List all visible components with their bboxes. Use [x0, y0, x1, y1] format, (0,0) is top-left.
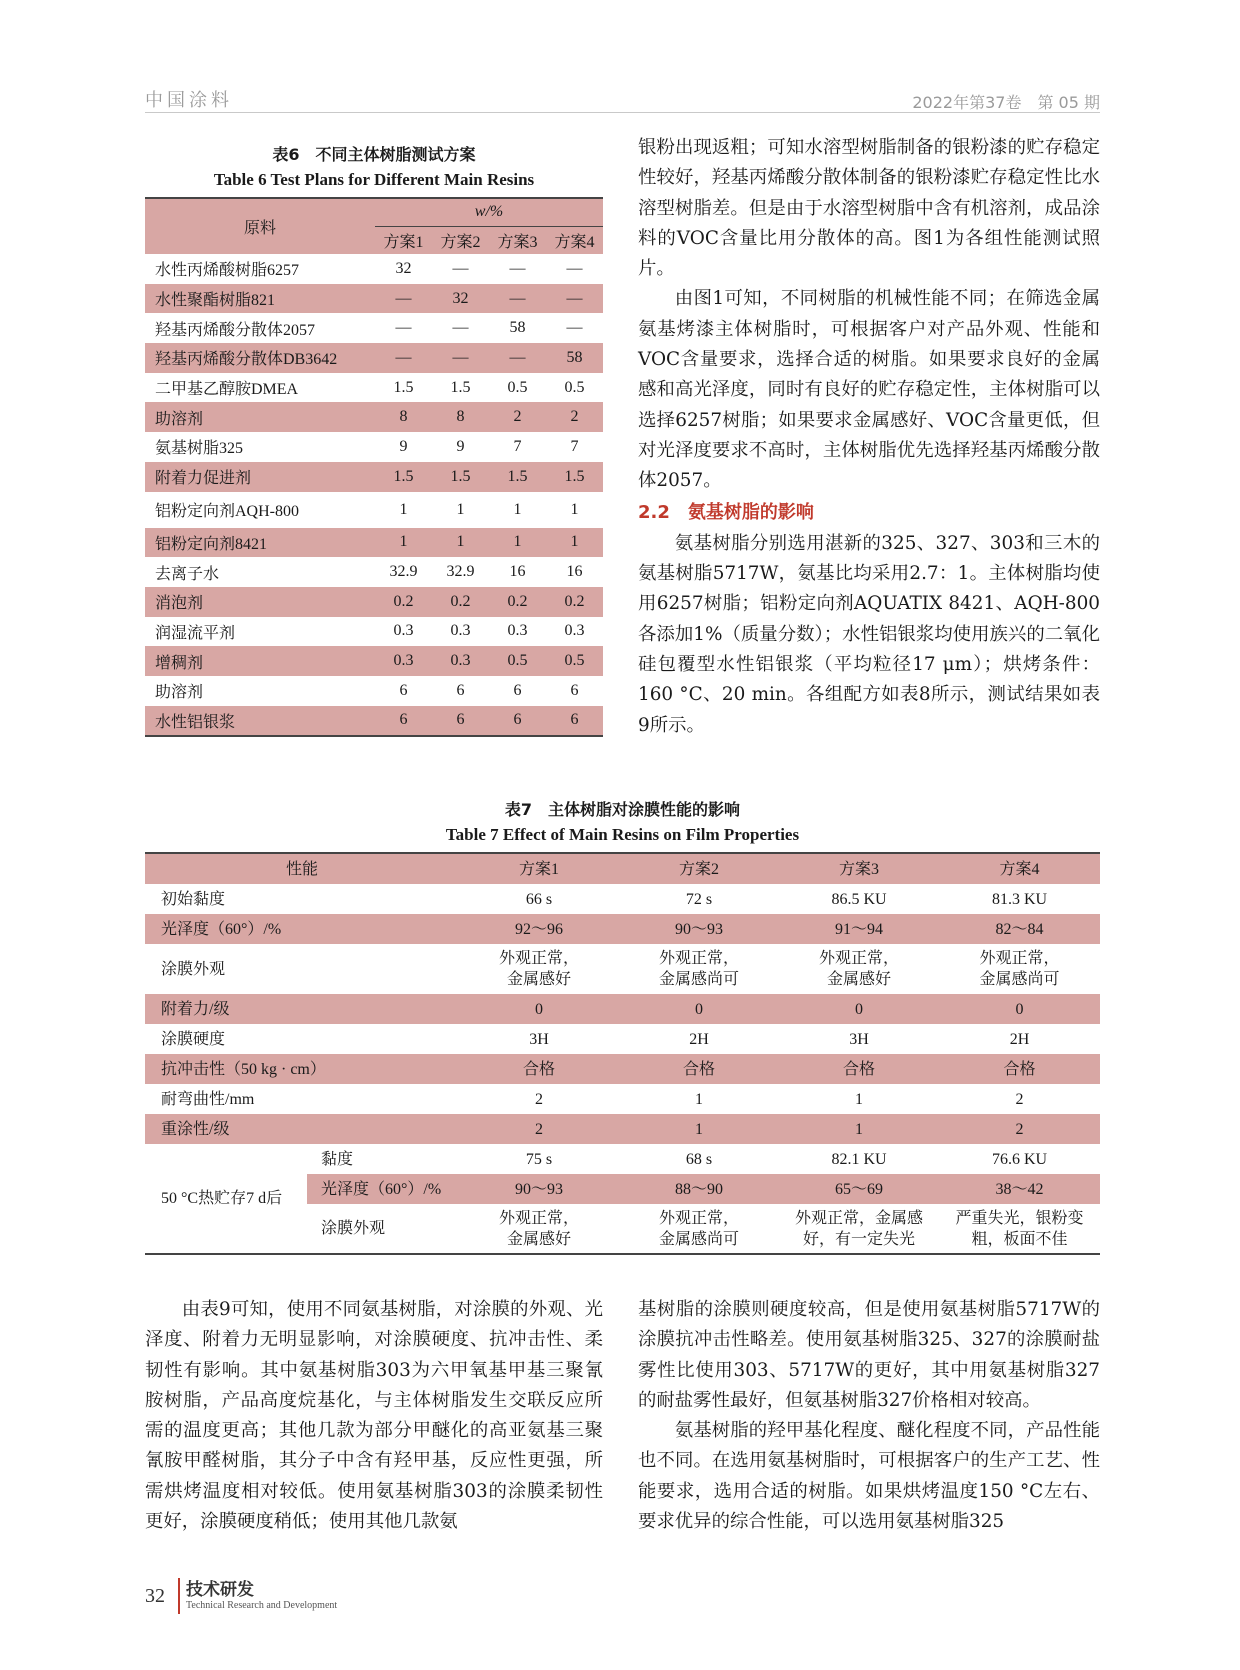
material-name: 助溶剂: [145, 402, 375, 432]
table-cell: 1: [570, 500, 579, 518]
property-name: 重涂性/级: [145, 1114, 459, 1144]
table-cell: 合格: [779, 1054, 939, 1084]
paragraph: 由图1可知，不同树脂的机械性能不同；在筛选金属氨基烤漆主体树脂时，可根据客户对产品外观、性能和VOC含量要求，选择合适的树脂。如果要求良好的金属感和高光泽度，同时有良好的贮存稳定性，主体树脂可以选择6257树脂；如果要求金属感好、VOC含量更低，但对光泽度要求不高时，主体树脂优先选择羟基丙烯酸分散体2057。: [638, 288, 1100, 492]
table-row: [145, 402, 603, 432]
table-row: [145, 944, 1100, 994]
table-row: [145, 914, 1100, 944]
table-cell: 68 s: [685, 1150, 713, 1168]
table-cell: 1: [855, 1090, 863, 1108]
table-cell: 1: [695, 1090, 703, 1108]
material-name: 羟基丙烯酸分散体DB3642: [145, 343, 375, 373]
table-cell: 0: [459, 994, 619, 1024]
table-row: [145, 1144, 1100, 1174]
table-cell: 1: [489, 528, 546, 558]
material-name: 增稠剂: [145, 646, 375, 676]
footer-divider: [178, 1578, 180, 1614]
table-cell: 6: [570, 681, 579, 699]
journal-name: 中国涂料: [145, 90, 233, 111]
material-name: 助溶剂: [155, 684, 204, 702]
table-cell: 82～84: [939, 914, 1100, 944]
table-cell: —: [452, 259, 469, 277]
table-cell: 外观正常， 金属感尚可: [658, 1209, 739, 1248]
property-name: 光泽度（60°）/%: [307, 1174, 459, 1204]
table-cell: —: [375, 284, 432, 314]
table-row: [145, 528, 603, 558]
table-row: [145, 254, 603, 284]
table7-header-property: 性能: [145, 853, 459, 884]
property-name: 涂膜硬度: [161, 1030, 226, 1048]
table-cell: 82.1 KU: [831, 1150, 887, 1168]
footer-section-en: Technical Research and Development: [186, 1600, 338, 1611]
table-cell: 0.3: [450, 622, 471, 640]
table-cell: —: [566, 259, 583, 277]
table-row: [145, 313, 603, 343]
table-cell: 合格: [619, 1054, 779, 1084]
table-cell: 3H: [849, 1030, 869, 1048]
paragraph: 银粉出现返粗；可知水溶型树脂制备的银粉漆的贮存稳定性较好，羟基丙烯酸分散体制备的银粉漆贮存稳定性比水溶型树脂差。但是由于水溶型树脂中含有机溶剂，成品涂料的VOC含量比用分散体的高。图1为各组性能测试照片。: [638, 137, 1100, 280]
table-cell: 32: [395, 259, 412, 277]
table6-header-plan: 方案4: [546, 226, 603, 254]
table7-header-plan: 方案4: [939, 853, 1100, 884]
table-cell: 38～42: [939, 1174, 1100, 1204]
section-heading: [638, 498, 1100, 528]
table-cell: 1.5: [375, 462, 432, 492]
table-cell: 0.5: [489, 646, 546, 676]
table-cell: 6: [513, 681, 522, 699]
table-cell: —: [489, 284, 546, 314]
table6-header-plan: 方案2: [432, 226, 489, 254]
table-cell: 91～94: [779, 914, 939, 944]
table-cell: 7: [570, 437, 579, 455]
table-cell: 0.3: [564, 622, 585, 640]
property-name: 光泽度（60°）/%: [145, 914, 459, 944]
table-row: [145, 646, 603, 676]
table-cell: 外观正常，金属感 好，有一定失光: [794, 1209, 923, 1248]
table-cell: 1: [619, 1114, 779, 1144]
table-cell: —: [489, 343, 546, 373]
table-cell: 0.3: [393, 622, 414, 640]
table-cell: 65～69: [779, 1174, 939, 1204]
table-row: [145, 492, 603, 528]
table6-block: [145, 142, 603, 737]
table-cell: 0.2: [432, 587, 489, 617]
table-cell: 81.3 KU: [991, 890, 1048, 908]
paragraph: 基树脂的涂膜则硬度较高，但是使用氨基树脂5717W的涂膜抗冲击性略差。使用氨基树脂325、327的涂膜耐盐雾性比使用303、5717W的更好，其中用氨基树脂327的耐盐雾性最好，但氨基树脂327价格相对较高。: [638, 1299, 1100, 1411]
material-name: 水性丙烯酸树脂6257: [155, 262, 300, 280]
paragraph: 由表9可知，使用不同氨基树脂，对涂膜的外观、光泽度、附着力无明显影响，对涂膜硬度、抗冲击性、柔韧性有影响。其中氨基树脂303为六甲氧基甲基三聚氰胺树脂，产品高度烷基化，与主体树脂发生交联反应所需的温度更高；其他几款为部分甲醚化的高亚氨基三聚氰胺甲醛树脂，其分子中含有羟甲基，反应性更强，所需烘烤温度相对较低。使用氨基树脂303的涂膜柔韧性更好，涂膜硬度稍低；使用其他几款氨: [145, 1299, 603, 1533]
paragraph: 氨基树脂的羟甲基化程度、醚化程度不同，产品性能也不同。在选用氨基树脂时，可根据客户的生产工艺、性能要求，选用合适的树脂。如果烘烤温度150 °C左右、要求优异的综合性能，可以选用氨基树脂325: [638, 1420, 1100, 1533]
right-column-text: [638, 133, 1100, 741]
table-cell: 2: [535, 1090, 543, 1108]
table-row: [145, 343, 603, 373]
material-name: 消泡剂: [145, 587, 375, 617]
table-cell: 2H: [689, 1030, 709, 1048]
table-cell: 6: [432, 706, 489, 737]
material-name: 二甲基乙醇胺DMEA: [155, 381, 299, 399]
table7-header-plan: 方案3: [779, 853, 939, 884]
table-cell: 6: [456, 681, 465, 699]
table-cell: 外观正常， 金属感好: [498, 1209, 579, 1248]
table-cell: 2H: [1009, 1030, 1030, 1048]
property-name: 初始黏度: [161, 890, 226, 908]
section-title: 氨基树脂的影响: [687, 501, 814, 523]
table7-caption-zh: 表7 主体树脂对涂膜性能的影响: [504, 800, 741, 819]
table-cell: —: [509, 259, 526, 277]
table-cell: 0.5: [507, 378, 528, 396]
property-name: 涂膜外观: [321, 1220, 386, 1237]
table7: [145, 852, 1100, 1255]
table-cell: 90～93: [619, 914, 779, 944]
table-cell: 合格: [459, 1054, 619, 1084]
table-row: [145, 617, 603, 647]
table-cell: 32: [432, 284, 489, 314]
table-cell: 2: [489, 402, 546, 432]
group-label: 50 °C热贮存7 d后: [145, 1144, 307, 1254]
table-cell: 1: [546, 528, 603, 558]
table-cell: 1.5: [432, 462, 489, 492]
table-cell: 9: [456, 437, 465, 455]
table-cell: 0.2: [375, 587, 432, 617]
table-row: [145, 884, 1100, 914]
bottom-left-text: [145, 1295, 603, 1537]
property-name: 涂膜外观: [161, 960, 226, 978]
material-name: 羟基丙烯酸分散体2057: [155, 321, 316, 339]
table-cell: 0.2: [489, 587, 546, 617]
table-cell: 0.5: [546, 646, 603, 676]
table-cell: —: [546, 284, 603, 314]
table-cell: 1: [456, 500, 465, 518]
table-cell: —: [395, 319, 412, 337]
table-cell: 66 s: [525, 890, 553, 908]
material-name: 水性聚酯树脂821: [145, 284, 375, 314]
table-cell: —: [432, 343, 489, 373]
table-cell: 0.3: [507, 622, 528, 640]
table6-header-plan: 方案3: [489, 226, 546, 254]
material-name: 铝粉定向剂AQH-800: [155, 503, 299, 520]
issue-info: 2022年第37卷 第 05 期: [912, 93, 1100, 112]
table7-caption-en: Table 7 Effect of Main Resins on Film Properties: [445, 825, 800, 844]
material-name: 铝粉定向剂8421: [145, 528, 375, 558]
material-name: 氨基树脂325: [155, 440, 244, 458]
table-row: [145, 1084, 1100, 1114]
table-row: [145, 462, 603, 492]
table-cell: 16: [509, 563, 526, 581]
table-cell: 外观正常， 金属感好: [818, 950, 899, 988]
material-name: 附着力促进剂: [145, 462, 375, 492]
table-cell: 1.5: [450, 378, 471, 396]
property-name: 耐弯曲性/mm: [161, 1090, 255, 1108]
table-cell: 8: [375, 402, 432, 432]
table-cell: 7: [513, 437, 522, 455]
table-cell: 0.3: [375, 646, 432, 676]
table-cell: 86.5 KU: [831, 890, 887, 908]
table-cell: —: [452, 319, 469, 337]
table-cell: 外观正常， 金属感尚可: [979, 950, 1060, 988]
table-cell: 严重失光，银粉变 粗，板面不佳: [955, 1209, 1084, 1248]
table-row: [145, 1114, 1100, 1144]
table-cell: 0.2: [546, 587, 603, 617]
table-cell: 6: [489, 706, 546, 737]
table-row: [145, 676, 603, 706]
material-name: 去离子水: [155, 565, 220, 583]
table-cell: 6: [399, 681, 408, 699]
table-row: [145, 432, 603, 462]
table6-header-unit: w/%: [375, 198, 603, 226]
page-number: 32: [145, 1585, 165, 1607]
table-cell: 外观正常， 金属感尚可: [658, 950, 739, 988]
table6-caption-en: Table 6 Test Plans for Different Main Resins: [213, 170, 535, 189]
table7-block: [145, 797, 1100, 1255]
table-cell: 16: [566, 563, 583, 581]
table-cell: 58: [509, 319, 526, 337]
table-cell: 1: [375, 528, 432, 558]
table-cell: 6: [546, 706, 603, 737]
section-number: 2.2: [638, 501, 670, 523]
table7-header-plan: 方案2: [619, 853, 779, 884]
table-cell: 9: [399, 437, 408, 455]
table-row: [145, 587, 603, 617]
table-cell: 2: [546, 402, 603, 432]
table-cell: 75 s: [525, 1150, 553, 1168]
table6-header-material: 原料: [145, 198, 375, 254]
table-cell: 0: [619, 994, 779, 1024]
table-cell: 1.5: [393, 378, 414, 396]
paragraph: 氨基树脂分别选用湛新的325、327、303和三木的氨基树脂5717W，氨基比均采用2.7：1。主体树脂均使用6257树脂；铝粉定向剂AQUATIX 8421、AQH-800各添加1%（质量分数）；水性铝银浆均使用族兴的二氧化硅包覆型水性铝银浆（平均粒径17 μm）；烘烤条件：160 °C、20 min。各组配方如表8所示，测试结果如表9所示。: [638, 532, 1100, 736]
material-name: 润湿流平剂: [155, 624, 236, 642]
table-cell: 外观正常， 金属感好: [498, 950, 579, 988]
table-row: [145, 1054, 1100, 1084]
table-row: [145, 373, 603, 403]
table-cell: 92～96: [459, 914, 619, 944]
table-cell: 76.6 KU: [991, 1150, 1048, 1168]
table6: [145, 197, 603, 737]
property-name: 黏度: [321, 1150, 354, 1168]
header-rule: [145, 112, 1100, 113]
table-cell: 0.3: [432, 646, 489, 676]
footer-section-zh: 技术研发: [186, 1580, 254, 1600]
table-cell: 1.5: [546, 462, 603, 492]
table-cell: 0: [779, 994, 939, 1024]
table-cell: 32.9: [389, 563, 418, 581]
table-cell: 72 s: [685, 890, 713, 908]
table-cell: —: [375, 343, 432, 373]
table6-header-plan: 方案1: [375, 226, 432, 254]
table-cell: 0.5: [564, 378, 585, 396]
table-cell: 1: [513, 500, 522, 518]
table-cell: 2: [1015, 1090, 1024, 1108]
table-cell: 2: [939, 1114, 1100, 1144]
table-cell: 0: [939, 994, 1100, 1024]
table-cell: 58: [546, 343, 603, 373]
table-cell: 1: [432, 528, 489, 558]
table7-header-plan: 方案1: [459, 853, 619, 884]
bottom-right-text: [638, 1295, 1100, 1537]
table-cell: 2: [459, 1114, 619, 1144]
table-cell: 88～90: [619, 1174, 779, 1204]
table-cell: 32.9: [446, 563, 475, 581]
table-cell: 6: [375, 706, 432, 737]
table-cell: —: [566, 319, 583, 337]
table-row: [145, 557, 603, 587]
table-cell: 合格: [939, 1054, 1100, 1084]
material-name: 水性铝银浆: [145, 706, 375, 737]
table-row: [145, 706, 603, 737]
table6-caption-zh: 表6 不同主体树脂测试方案: [272, 145, 476, 164]
table-row: [145, 1024, 1100, 1054]
table-cell: 3H: [529, 1030, 549, 1048]
table-cell: 1.5: [489, 462, 546, 492]
table-cell: 90～93: [459, 1174, 619, 1204]
table-cell: 1: [779, 1114, 939, 1144]
table-cell: 8: [432, 402, 489, 432]
table-row: [145, 284, 603, 314]
table-row: [145, 994, 1100, 1024]
table-cell: 1: [399, 500, 408, 518]
property-name: 附着力/级: [145, 994, 459, 1024]
property-name: 抗冲击性（50 kg · cm）: [145, 1054, 459, 1084]
